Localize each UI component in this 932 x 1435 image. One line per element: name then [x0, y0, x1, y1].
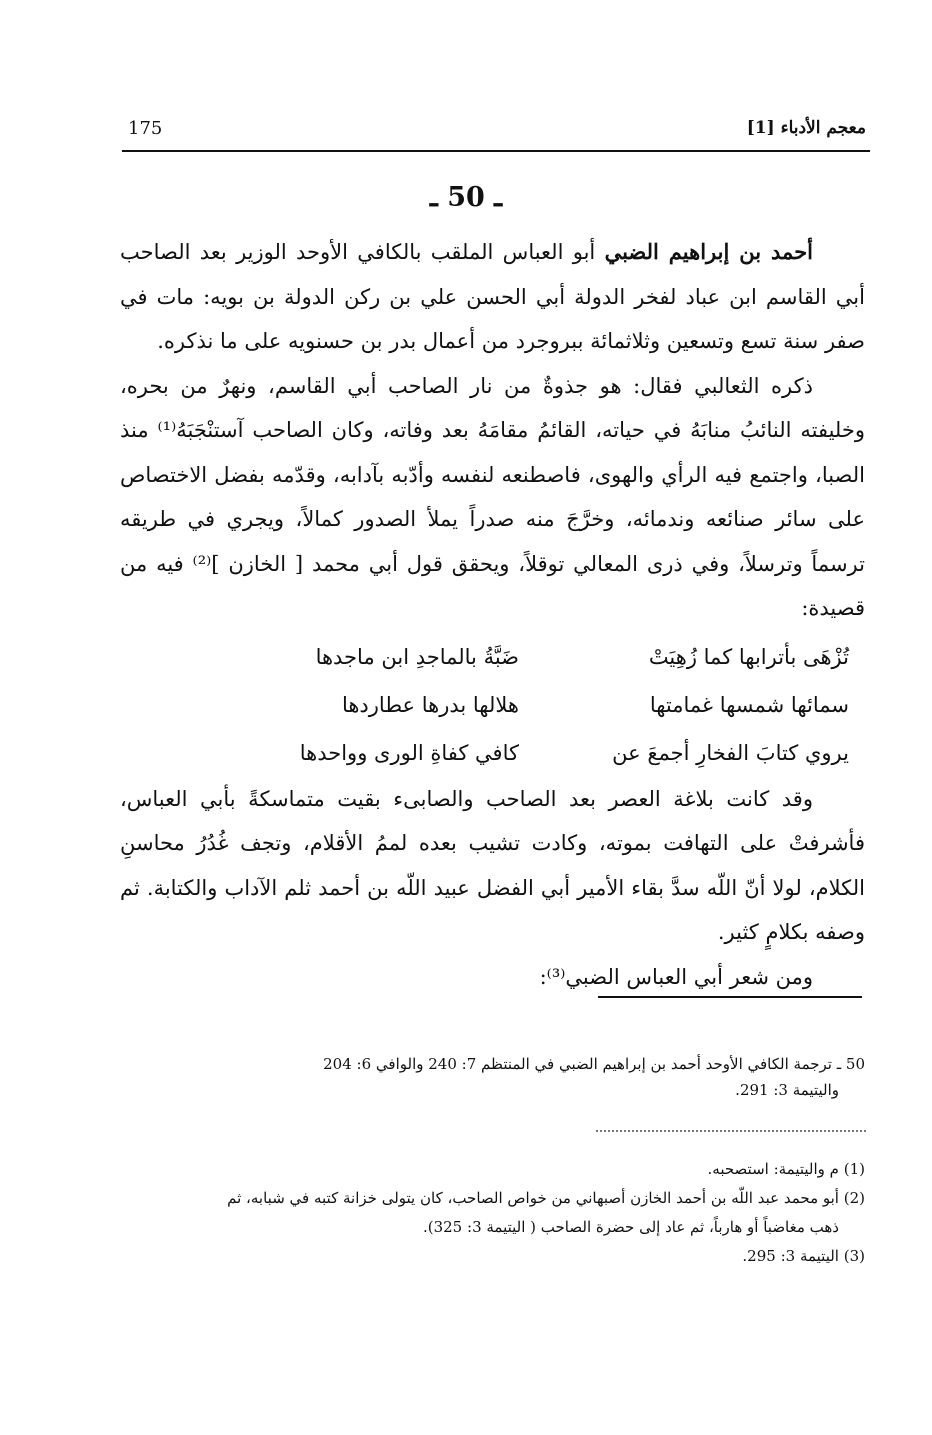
- opening-text: أبو العباس الملقب بالكافي الأوحد الوزير بعد الصاحب أبي القاسم ابن عباد لفخر الدولة أبي الحسن علي بن ركن الدولة بن بويه: مات في صفر سنة تسع وتسعين وثلاثمائة ببروجرد من أعمال بدر بن حسنويه على ما نذكره.: [120, 240, 865, 353]
- entry-number: ـ 50 ـ: [429, 182, 503, 213]
- verse-second-hemistich: هلالها بدرها عطاردها: [341, 692, 519, 717]
- verse-second-hemistich: ضَبَّةُ بالماجدِ ابن ماجدها: [315, 644, 519, 669]
- page-number: 175: [128, 118, 163, 139]
- source-note-line: 50 ـ ترجمة الكافي الأوحد أحمد بن إبراهيم الضبي في المنتظم 7: 240 والوافي 6: 204: [323, 1055, 865, 1073]
- verse-line: [120, 681, 865, 729]
- source-note-line: واليتيمة 3: 291.: [735, 1081, 839, 1099]
- footnote-3: (3) اليتيمة 3: 295.: [742, 1247, 865, 1265]
- subject-name: أحمد بن إبراهيم الضبي: [604, 239, 814, 264]
- thaalibi-paragraph: ذكره الثعالبي فقال: هو جذوةٌ من نار الصاحب أبي القاسم، ونهرٌ من بحره، وخليفته النائبُ منابَهُ في حياته، القائمُ مقامَهُ بعد وفاته، وكان الصاحب آستنْجَبَهُ⁽¹⁾ منذ الصبا، واجتمع فيه الرأي والهوى، فاصطنعه لنفسه وأدّبه بآدابه، وقدّمه بفضل الاختصاص على سائر صنائعه وندمائه، وخرَّجَ منه صدراً يملأ الصدور كمالاً، ويجري في طريقه ترسماً وترسلاً، وفي ذرى المعالي توقلاً، ويحقق قول أبي محمد [ الخازن ]⁽²⁾ فيه من قصيدة:: [120, 373, 865, 620]
- source-note: [120, 1051, 865, 1103]
- verse-first-hemistich: تُزْهَى بأترابها كما زُهِيَتْ: [648, 644, 849, 669]
- verse-first-hemistich: يروي كتابَ الفخارِ أجمعَ عن: [612, 740, 849, 765]
- verse-line: [120, 729, 865, 777]
- eloquence-paragraph: وقد كانت بلاغة العصر بعد الصاحب والصابىء بقيت متماسكةً بأبي العباس، فأشرفتْ على التهافت بموته، وكادت تشيب بعده لممُ الأقلام، وتجف غُدُرُ محاسنِ الكلام، لولا أنّ اللّه سدَّ بقاء الأمير أبي الفضل عبيد اللّه بن أحمد ثلم الآداب والكتابة. ثم وصفه بكلامٍ كثير.: [120, 786, 865, 944]
- dotted-separator: [596, 1130, 866, 1132]
- verse-line: [120, 633, 865, 681]
- opening-paragraph: [120, 230, 865, 364]
- footnotes: [120, 1156, 865, 1272]
- biography-body: [120, 230, 865, 999]
- verse-second-hemistich: كافي كفاةِ الورى وواحدها: [299, 740, 519, 765]
- footnote-1: (1) م واليتيمة: استصحبه.: [707, 1160, 865, 1178]
- footnote-rule: [598, 996, 862, 998]
- verse-first-hemistich: سمائها شمسها غمامتها: [649, 692, 849, 717]
- poetry-intro-line: ومن شعر أبي العباس الضبي⁽³⁾:: [539, 964, 813, 989]
- footnote-2-continuation: ذهب مغاضباً أو هارباً، ثم عاد إلى حضرة الصاحب ( اليتيمة 3: 325).: [422, 1218, 839, 1236]
- header-rule: [122, 150, 870, 152]
- footnote-2: (2) أبو محمد عبد اللّه بن أحمد الخازن أصبهاني من خواص الصاحب، كان يتولى خزانة كتبه في شبابه، ثم: [227, 1189, 865, 1207]
- poem-verses: [120, 633, 865, 777]
- running-title: معجم الأدباء [1]: [746, 118, 866, 138]
